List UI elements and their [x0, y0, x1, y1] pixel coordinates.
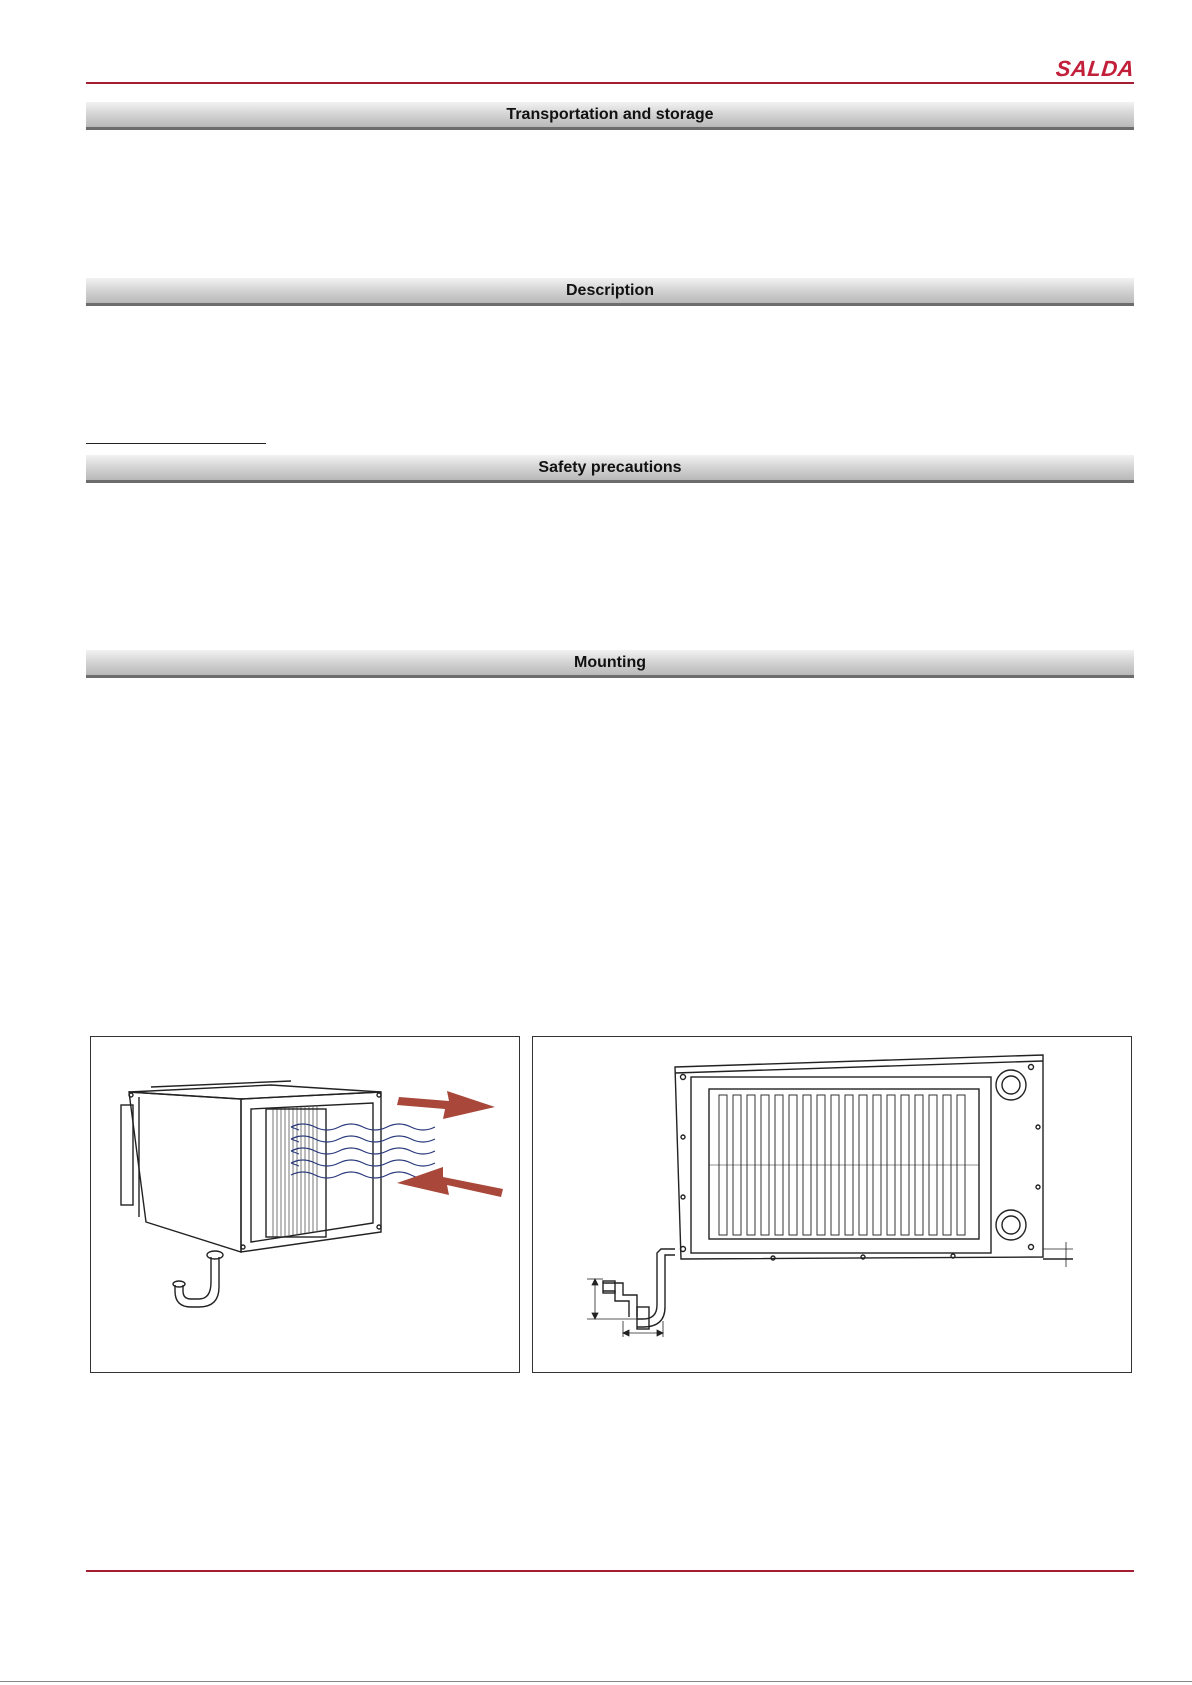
footer-rule	[86, 1570, 1134, 1572]
duct-cooler-front-view-icon	[533, 1037, 1133, 1374]
figure-perspective	[90, 1036, 520, 1373]
section-header-safety: Safety precautions	[86, 455, 1134, 483]
page-edge	[0, 1681, 1192, 1682]
duct-cooler-perspective-icon	[91, 1037, 521, 1374]
section-header-mounting: Mounting	[86, 650, 1134, 678]
header-rule	[86, 82, 1134, 84]
divider	[86, 443, 266, 444]
figure-front-view	[532, 1036, 1132, 1373]
brand-logo: SALDA	[1054, 56, 1136, 81]
section-header-transport: Transportation and storage	[86, 102, 1134, 130]
section-header-description: Description	[86, 278, 1134, 306]
